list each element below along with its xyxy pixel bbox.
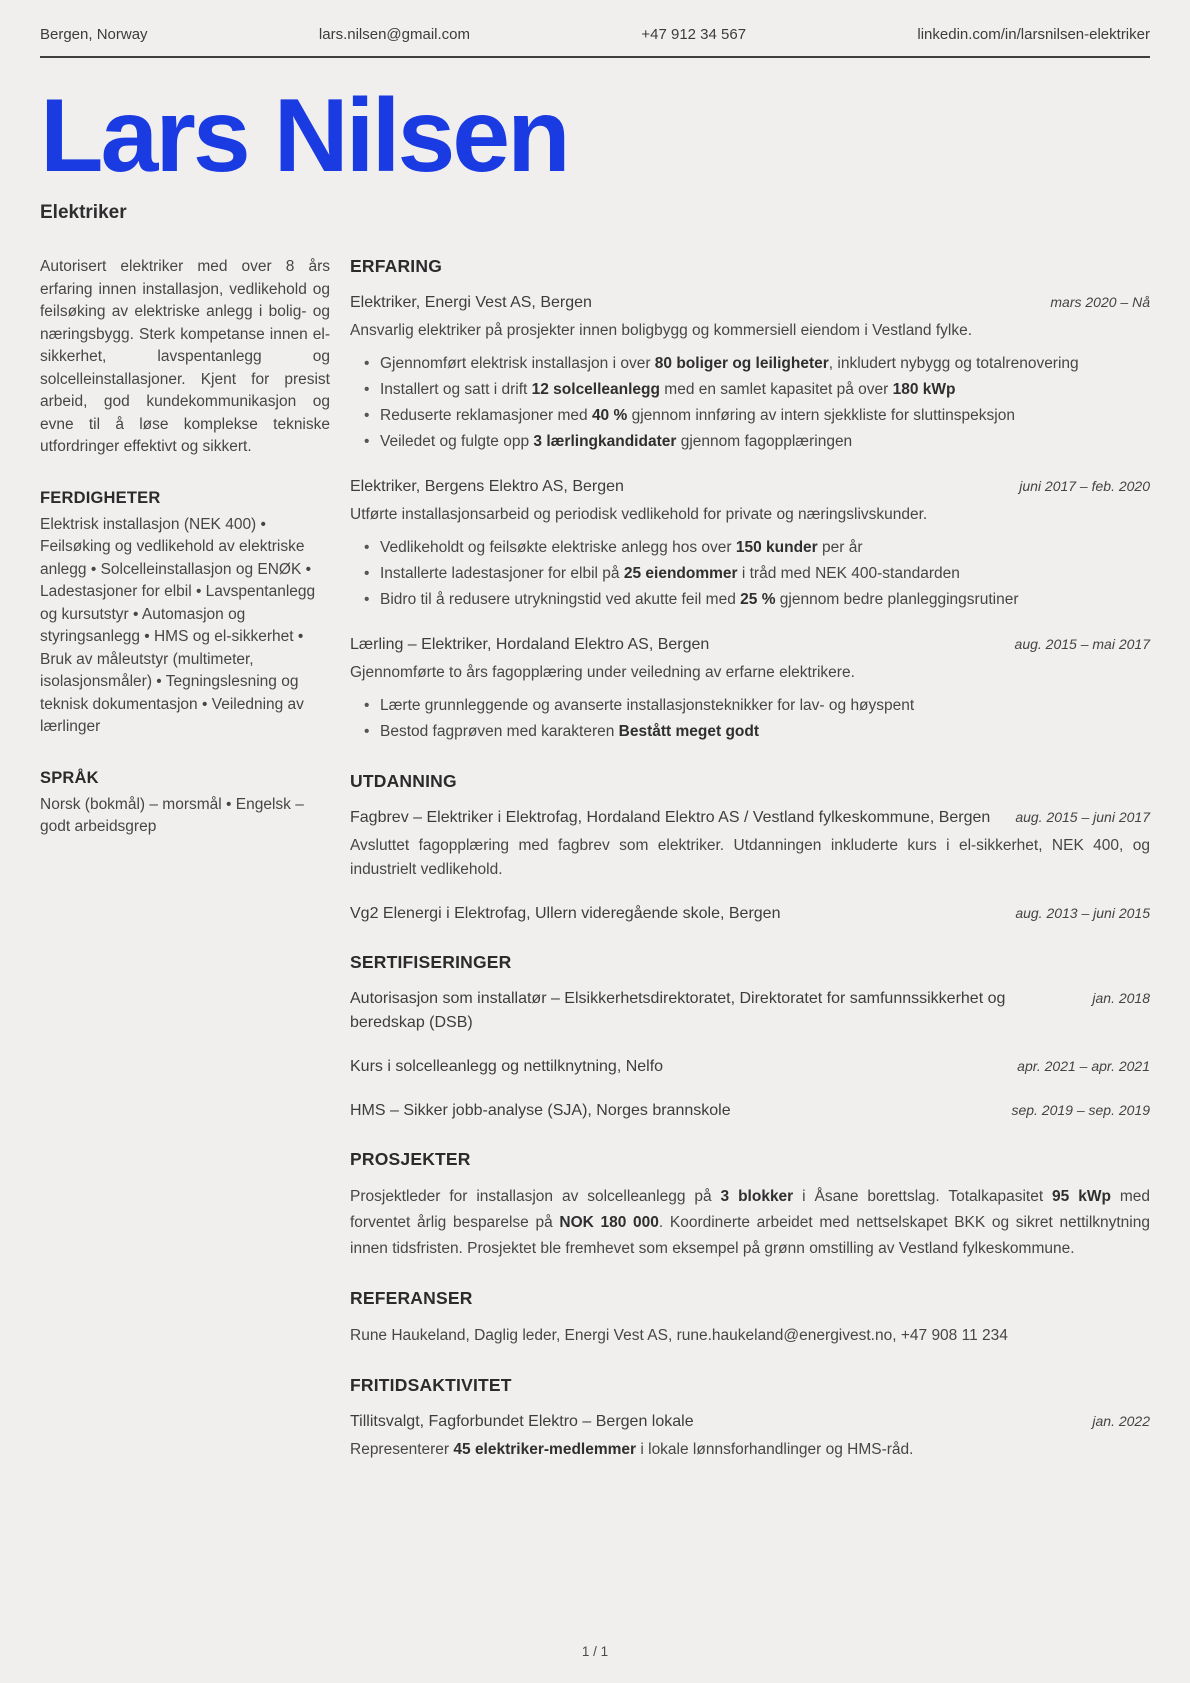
- experience-entry: [350, 291, 1150, 455]
- activities-heading: FRITIDSAKTIVITET: [350, 1375, 512, 1395]
- header-divider: [40, 56, 1150, 58]
- entry-summary: Avsluttet fagopplæring med fagbrev som elektriker. Utdanningen inkluderte kurs i el-sikkerhet, NEK 400, og industrielt vedlikehold.: [350, 837, 1150, 878]
- section-experience: [350, 256, 1150, 745]
- entry-summary: Representerer 45 elektriker-medlemmer i lokale lønnsforhandlinger og HMS-råd.: [350, 1441, 914, 1458]
- certification-entry: [350, 1055, 1150, 1079]
- bullet-item: • Veiledet og fulgte opp 3 lærlingkandidater gjennom fagopplæringen: [364, 429, 1150, 455]
- profile-summary: Autorisert elektriker med over 8 års erfaring innen installasjon, vedlikehold og feilsøking av elektriske anlegg i bolig- og næringsbygg. Sterk kompetanse innen el-sikkerhet, lavspentanlegg og solcelleinstallasjoner. Kjent for presist arbeid, god kundekommunikasjon og evne til å løse komplekse tekniske utfordringer effektivt og sikkert.: [40, 258, 330, 455]
- section-references: [350, 1288, 1150, 1349]
- skills-list: Elektrisk installasjon (NEK 400) • Feilsøking og vedlikehold av elektriske anlegg • Solcelleinstallasjon og ENØK • Ladestasjoner for elbil • Lavspentanlegg og kursutstyr • Automasjon og styringsanlegg • HMS og el-sikkerhet • Bruk av måleutstyr (multimeter, isolasjonsmåler) • Tegningslesning og teknisk dokumentasjon • Veiledning av lærlinger: [40, 515, 316, 735]
- section-education: [350, 771, 1150, 926]
- main-content: [40, 256, 1150, 1488]
- contact-linkedin: linkedin.com/in/larsnilsen-elektriker: [917, 26, 1150, 43]
- entry-bullets: [350, 693, 1150, 745]
- content-column: [350, 256, 1150, 1488]
- entry-title: Vg2 Elenergi i Elektrofag, Ullern videregående skole, Bergen: [350, 905, 781, 922]
- entry-bullets: [350, 535, 1150, 613]
- bullet-item: • Gjennomført elektrisk installasjon i over 80 boliger og leiligheter, inkludert nybygg og totalrenovering: [364, 351, 1150, 377]
- education-heading: UTDANNING: [350, 771, 457, 791]
- certification-entry: [350, 1099, 1150, 1123]
- entry-date: sep. 2019 – sep. 2019: [1011, 1102, 1150, 1118]
- entry-date: apr. 2021 – apr. 2021: [1017, 1058, 1150, 1074]
- entry-date: aug. 2015 – juni 2017: [1015, 809, 1150, 825]
- experience-entry: [350, 475, 1150, 613]
- entry-title: HMS – Sikker jobb-analyse (SJA), Norges brannskole: [350, 1102, 731, 1119]
- candidate-job-title: Elektriker: [40, 202, 127, 223]
- languages-list: Norsk (bokmål) – morsmål • Engelsk – godt arbeidsgrep: [40, 795, 304, 835]
- projects-heading: PROSJEKTER: [350, 1149, 471, 1169]
- bullet-item: • Bestod fagprøven med karakteren Bestått meget godt: [364, 719, 1150, 745]
- entry-title: Elektriker, Bergens Elektro AS, Bergen: [350, 478, 624, 495]
- education-entry: [350, 902, 1150, 926]
- entry-date: aug. 2013 – juni 2015: [1015, 905, 1150, 921]
- entry-bullets: [350, 351, 1150, 455]
- certification-entry: [350, 987, 1150, 1035]
- contact-location: Bergen, Norway: [40, 26, 148, 43]
- section-projects: [350, 1149, 1150, 1262]
- contact-email: lars.nilsen@gmail.com: [318, 26, 471, 43]
- education-entry: [350, 806, 1150, 882]
- entry-title: Tillitsvalgt, Fagforbundet Elektro – Bergen lokale: [350, 1413, 694, 1430]
- bullet-item: • Installerte ladestasjoner for elbil på 25 eiendommer i tråd med NEK 400-standarden: [364, 561, 1150, 587]
- bullet-item: • Reduserte reklamasjoner med 40 % gjennom innføring av intern sjekkliste for sluttinspeksjon: [364, 403, 1150, 429]
- entry-date: juni 2017 – feb. 2020: [1019, 478, 1150, 494]
- entry-title: Elektriker, Energi Vest AS, Bergen: [350, 294, 592, 311]
- bullet-item: • Lærte grunnleggende og avanserte installasjonsteknikker for lav- og høyspent: [364, 693, 1150, 719]
- entry-summary: Utførte installasjonsarbeid og periodisk vedlikehold for private og næringslivskunder.: [350, 506, 928, 523]
- activity-entry: [350, 1410, 1150, 1462]
- section-certifications: [350, 952, 1150, 1123]
- candidate-name: Lars Nilsen: [40, 78, 568, 194]
- entry-title: Lærling – Elektriker, Hordaland Elektro AS, Bergen: [350, 636, 710, 653]
- bullet-item: • Bidro til å redusere utrykningstid ved akutte feil med 25 % gjennom bedre planleggingsrutiner: [364, 587, 1150, 613]
- experience-entry: [350, 633, 1150, 745]
- bullet-item: • Installert og satt i drift 12 solcelleanlegg med en samlet kapasitet på over 180 kWp: [364, 377, 1150, 403]
- bullet-item: • Vedlikeholdt og feilsøkte elektriske anlegg hos over 150 kunder per år: [364, 535, 1150, 561]
- page-indicator: 1 / 1: [581, 1644, 609, 1659]
- entry-date: jan. 2018: [1092, 990, 1150, 1006]
- entry-title: Fagbrev – Elektriker i Elektrofag, Hordaland Elektro AS / Vestland fylkeskommune, Bergen: [350, 809, 991, 826]
- certifications-heading: SERTIFISERINGER: [350, 952, 512, 972]
- experience-heading: ERFARING: [350, 256, 443, 276]
- contact-bar: [40, 26, 1150, 43]
- contact-phone: +47 912 34 567: [641, 26, 747, 43]
- entry-date: jan. 2022: [1092, 1413, 1150, 1429]
- references-heading: REFERANSER: [350, 1288, 473, 1308]
- sidebar: [40, 256, 330, 1488]
- skills-heading: FERDIGHETER: [40, 488, 161, 507]
- entry-date: mars 2020 – Nå: [1050, 294, 1150, 310]
- entry-title: Autorisasjon som installatør – Elsikkerhetsdirektoratet, Direktoratet for samfunnssikkerhet og beredskap (DSB): [350, 990, 1006, 1031]
- entry-summary: Gjennomførte to års fagopplæring under veiledning av erfarne elektrikere.: [350, 664, 855, 681]
- section-activities: [350, 1375, 1150, 1462]
- references-body: Rune Haukeland, Daglig leder, Energi Vest AS, rune.haukeland@energivest.no, +47 908 11 234: [350, 1327, 1008, 1344]
- projects-body: Prosjektleder for installasjon av solcelleanlegg på 3 blokker i Åsane borettslag. Totalkapasitet 95 kWp med forventet årlig besparelse på NOK 180 000. Koordinerte arbeidet med nettselskapet BKK og sikret nettilknytning innen tidsfristen. Prosjektet ble fremhevet som eksempel på grønn omstilling av Vestland fylkeskommune.: [350, 1188, 1150, 1257]
- entry-date: aug. 2015 – mai 2017: [1014, 636, 1150, 652]
- entry-title: Kurs i solcelleanlegg og nettilknytning, Nelfo: [350, 1058, 664, 1075]
- entry-summary: Ansvarlig elektriker på prosjekter innen boligbygg og kommersiell eiendom i Vestland fylke.: [350, 322, 973, 339]
- languages-heading: SPRÅK: [40, 768, 99, 787]
